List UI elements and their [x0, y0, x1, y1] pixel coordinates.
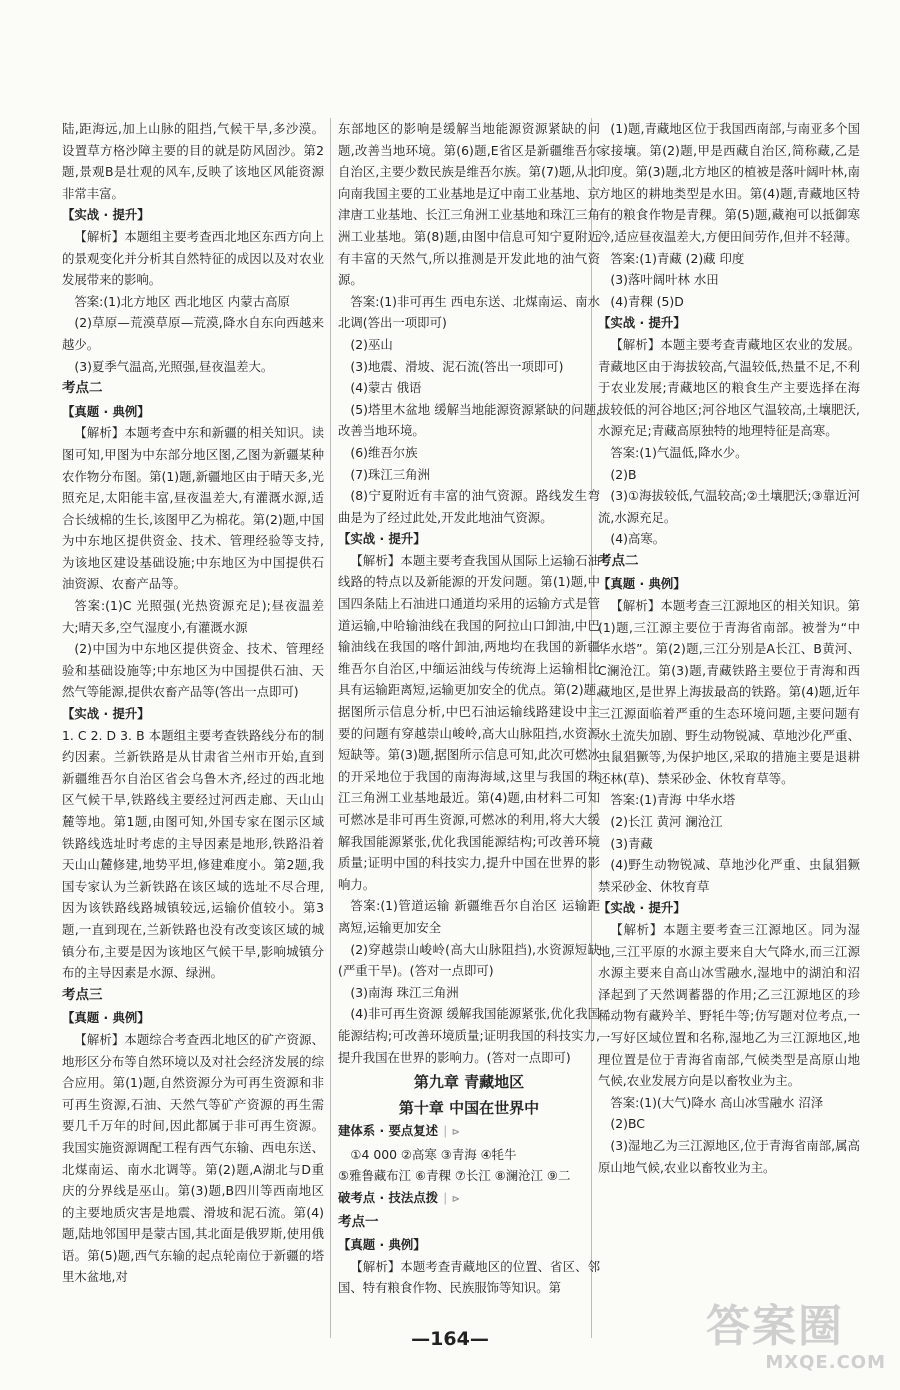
paragraph-text: 【解析】本题考查三江源地区的相关知识。第(1)题,三江源主要位于青海省南部。被誉为“中华水塔”。第(2)题,三江分别是A长江、B黄河、C澜沧江。第(3)题,青藏铁路主要位于青海和西藏地区,是世界上海拔最高的铁路。第(4)题,近年三江源面临着严重的生态环境问题,主要问题有水土流失加剧、野生动物锐减、草地沙化严重、虫鼠猖獗等,为保护地区,采取的措施主要是退耕还林(草)、禁采砂金、休牧育草等。 [598, 598, 860, 786]
paragraph-text: 答案:(1)气温低,降水少。 [610, 444, 748, 460]
section-heading-text: 考点一 [338, 1213, 379, 1230]
subsection-label-text: 破考点 · 技法点拨 [338, 1189, 439, 1205]
subsection-label-text: 【真题 · 典例】 [338, 1237, 426, 1253]
paragraph [62, 422, 324, 595]
subsection-label [338, 528, 600, 550]
chapter-title [338, 1096, 600, 1120]
paragraph-text: ⑤雅鲁藏布江 ⑥青稞 ⑦长江 ⑧澜沧江 ⑨二 [338, 1168, 571, 1184]
section-heading-text: 考点二 [598, 552, 639, 569]
paragraph-text: (4)高寒。 [610, 531, 666, 547]
subsection-label-text: 【实战 · 提升】 [62, 706, 150, 722]
paragraph [338, 291, 600, 334]
column-divider-1 [330, 118, 331, 1338]
paragraph [338, 377, 600, 399]
paragraph-text: 【解析】本题主要考查三江源地区。同为湿地,三江平原的水源主要来自大气降水,而三江源水源主要来自高山冰雪融水,湿地中的湖泊和沼泽起到了天然调蓄器的作用;乙三江源地区的珍稀动物有藏羚羊、野牦牛等;仿写题对位考点,一一写好区域位置和名称,湿地乙为三江源地区,地理位置是位于青海省南部,气候类型是高原山地气候,农业发展方向是以畜牧业为主。 [598, 921, 860, 1089]
subsection-label [598, 573, 860, 595]
text-column-3 [598, 118, 860, 1178]
paragraph-text: 【解析】本题综合考查西北地区的矿产资源、地形区分布等自然环境以及对社会经济发展的综合应用。第(1)题,自然资源分为可再生资源和非可再生资源,石油、天然气等矿产资源的再生需要几千万年的时间,因此都属于非可再生资源。我国实施资源调配工程有西气东输、西电东送、北煤南运、南水北调等。第(2)题,A湖北与D重庆的分界线是巫山。第(3)题,B四川等西南地区的主要地质灾害是地震、滑坡和泥石流。第(4)题,陆地邻国甲是蒙古国,其北面是俄罗斯,使用俄语。第(5)题,西气东输的起点轮南位于新疆的塔里木盆地,对 [62, 1031, 324, 1285]
page-number: —164— [411, 1328, 489, 1350]
subsection-label-text: 【实战 · 提升】 [338, 531, 426, 547]
paragraph [62, 118, 324, 204]
paragraph [338, 334, 600, 356]
subsection-label-text: 【实战 · 提升】 [62, 207, 150, 223]
section-heading-text: 考点二 [62, 380, 103, 397]
paragraph [598, 1092, 860, 1114]
subsection-label-text: 【实战 · 提升】 [598, 900, 686, 916]
paragraph-text: (3)青藏 [610, 835, 653, 851]
paragraph [598, 595, 860, 789]
subsection-label [598, 312, 860, 334]
paragraph [338, 939, 600, 982]
paragraph-text: (4)非可再生资源 缓解我国能源紧张,优化我国能源结构;可改善环境质量;证明我国的科技实力,提升我国在世界的影响力。(答对一点即可) [338, 1006, 600, 1065]
watermark-text: 答案圈 [706, 1301, 844, 1352]
paragraph-text: (2)草原—荒漠草原—荒漠,降水自东向西越来越少。 [62, 315, 324, 352]
paragraph-text: (3)夏季气温高,光照强,昼夜温差大。 [74, 358, 274, 374]
section-heading [62, 378, 324, 400]
paragraph-text: (4)野生动物锐减、草地沙化严重、虫鼠猖獗 禁采砂金、休牧育草 [598, 857, 860, 894]
paragraph-text: (4)蒙古 俄语 [350, 380, 422, 396]
paragraph-text: (1)题,青藏地区位于我国西南部,与南亚多个国家接壤。第(2)题,甲是西藏自治区,简称藏,乙是印度。第(3)题,北方地区的植被是落叶阔叶林,南方地区的耕地类型是水田。第(4)题,青藏地区特有的粮食作物是青稞。第(5)题,藏袍可以抵御寒冷,适应昼夜温差大,方便田间劳作,但并不轻薄。 [598, 121, 860, 244]
subsection-label-text: 【实战 · 提升】 [598, 315, 686, 331]
paragraph-text: (4)青稞 (5)D [610, 293, 684, 309]
paragraph [598, 118, 860, 248]
paragraph [338, 442, 600, 464]
paragraph [62, 638, 324, 703]
paragraph-text: (2)长江 黄河 澜沧江 [610, 814, 723, 829]
subsection-label [62, 401, 324, 423]
paragraph-text: (2)BC [610, 1116, 645, 1132]
subsection-label-text: 【真题 · 典例】 [62, 403, 150, 419]
paragraph [598, 854, 860, 897]
paragraph-text: 答案:(1)青藏 (2)藏 印度 [610, 250, 745, 266]
paragraph-text: (2)穿越崇山峻岭(高大山脉阻挡),水资源短缺(严重干旱)。(答对一点即可) [338, 941, 600, 979]
paragraph [598, 269, 860, 291]
paragraph-text: 陆,距海远,加上山脉的阻挡,气候干旱,多沙漠。设置草方格沙障主要的目的就是防风固沙。第2题,景观B是壮观的风车,反映了该地区风能资源非常丰富。 [62, 121, 324, 201]
chapter-title-text: 第九章 青藏地区 [413, 1073, 525, 1092]
paragraph [62, 595, 324, 638]
paragraph-text: 答案:(1)(大气)降水 高山冰雪融水 沼泽 [610, 1094, 824, 1110]
paragraph [598, 334, 860, 442]
paragraph [62, 725, 324, 984]
paragraph-text: (3)地震、滑坡、泥石流(答出一项即可) [350, 358, 564, 374]
paragraph-text: 1. C 2. D 3. B 本题组主要考查铁路线分布的制约因素。兰新铁路是从甘肃省兰州市开始,直到新疆维吾尔自治区省会乌鲁木齐,经过的西北地区气候干旱,铁路线主要经过河西走廊、天山山麓等地。第1题,由图可知,外国专家在图示区域铁路线选址时考虑的主导因素是地形,铁路沿着天山山麓修建,地势平坦,修建难度小。第2题,我国专家认为兰新铁路在该区域的选址不尽合理,因为该铁路线路城镇较远,运输价值较小。第3题,一直到现在,兰新铁路也没有改变该区域的城镇分布,主要是因为该地区气候干旱,影响城镇分布的主导因素是水源、绿洲。 [62, 727, 324, 981]
paragraph-text: (3)南海 珠江三角洲 [350, 984, 459, 1000]
paragraph-text: 【解析】本题考查青藏地区的位置、省区、邻国、特有粮食作物、民族服饰等知识。第 [338, 1258, 600, 1296]
paragraph [598, 811, 860, 833]
section-heading-text: 考点三 [62, 986, 103, 1003]
paragraph [338, 1003, 600, 1068]
paragraph [62, 226, 324, 291]
arrow-marker-icon: │ ⊳ [442, 1127, 460, 1139]
subsection-label [338, 1234, 600, 1256]
paragraph [598, 919, 860, 1092]
paragraph-text: 【解析】本题主要考查我国从国际上运输石油线路的特点以及新能源的开发问题。第(1)题,中国四条陆上石油进口通道均采用的运输方式是管道运输,中哈输油线在我国的阿拉山口卸油,中巴输油线在我国的喀什卸油,两地均在我国的新疆维吾尔自治区,中缅运油线与传统海上运输相比具有运输距离短,运输更加安全的优点。第(2)题,据图所示信息分析,中巴石油运输线路建设中主要的问题有穿越崇山峻岭,高大山脉阻挡,水资源短缺等。第(3)题,据图所示信息可知,此次可燃冰的开采地位于我国的南海海域,这里与我国的珠江三角洲工业基地最近。第(4)题,由材料二可知可燃冰是非可再生资源,可燃冰的利用,将大大缓解我国能源紧张,优化我国能源结构;可改善环境质量;证明中国的科技实力,提升中国在世界的影响力。 [338, 552, 600, 892]
paragraph [598, 464, 860, 486]
paragraph [598, 833, 860, 855]
paragraph-text: 【解析】本题考查中东和新疆的相关知识。读图可知,甲图为中东部分地区图,乙图为新疆某种农作物分布图。第(1)题,新疆地区由于晴天多,光照充足,太阳能丰富,昼夜温差大,有灌溉水源,适合长绒棉的生长,该图甲乙为棉花。第(2)题,中国为中东地区提供资金、技术、管理经验等支持,为该地区建设基础设施;中东地区为中国提供石油资源、农畜产品等。 [62, 425, 324, 592]
subsection-label [598, 897, 860, 919]
paragraph [338, 550, 600, 896]
paragraph-text: (2)中国为中东地区提供资金、技术、管理经验和基础设施等;中东地区为中国提供石油、天然气等能源,提供农畜产品等(答出一点即可) [62, 641, 324, 700]
paragraph [598, 485, 860, 528]
paragraph [598, 248, 860, 270]
paragraph-text: 答案:(1)C 光照强(光热资源充足);昼夜温差大;晴天多,空气湿度小,有灌溉水源 [62, 598, 324, 635]
paragraph-text: (3)落叶阔叶林 水田 [610, 272, 719, 288]
subsection-label [62, 703, 324, 725]
paragraph-text: (2)巫山 [350, 336, 393, 352]
paragraph-text: (7)珠江三角洲 [350, 466, 430, 482]
subsection-label-text: 【真题 · 典例】 [62, 1010, 150, 1026]
section-heading [598, 551, 860, 573]
section-heading [338, 1212, 600, 1234]
paragraph [338, 356, 600, 378]
paragraph [338, 485, 600, 528]
paragraph [598, 442, 860, 464]
paragraph [598, 789, 860, 811]
paragraph [338, 895, 600, 938]
subsection-label [338, 1187, 600, 1211]
paragraph [338, 399, 600, 442]
text-column-2 [338, 118, 600, 1299]
subsection-label [62, 204, 324, 226]
subsection-label-text: 【真题 · 典例】 [598, 576, 686, 592]
paragraph-text: 【解析】本题主要考查青藏地区农业的发展。青藏地区由于海拔较高,气温较低,热量不足,不利于农业发展;青藏地区的粮食生产主要选择在海拔较低的河谷地区;河谷地区气温较高,土壤肥沃,水源充足;青藏高原独特的地理特征是高寒。 [598, 336, 860, 439]
arrow-marker-icon: │ ⊳ [442, 1193, 460, 1205]
paragraph [598, 1113, 860, 1135]
paragraph-text: ①4 000 ②高寒 ③青海 ④牦牛 [350, 1146, 517, 1162]
paragraph [338, 1256, 600, 1299]
paragraph [338, 982, 600, 1004]
paragraph-text: 【解析】本题组主要考查西北地区东西方向上的景观变化并分析其自然特征的成因以及对农业发展带来的影响。 [62, 228, 324, 288]
paragraph-text: (3)①海拔较低,气温较高;②土壤肥沃;③靠近河流,水源充足。 [598, 488, 860, 525]
paragraph [598, 291, 860, 313]
paragraph [338, 1144, 600, 1166]
paragraph [62, 1029, 324, 1288]
paragraph-text: (8)宁夏附近有丰富的油气资源。路线发生弯曲是为了经过此处,开发此地油气资源。 [338, 488, 600, 525]
paragraph [62, 312, 324, 355]
paragraph-text: 答案:(1)青海 中华水塔 [610, 792, 736, 808]
paragraph-text: 答案:(1)北方地区 西北地区 内蒙古高原 [74, 293, 290, 309]
subsection-label [338, 1120, 600, 1144]
paragraph-text: 东部地区的影响是缓解当地能源资源紧缺的问题,改善当地环境。第(6)题,E省区是新疆维吾尔自治区,主要少数民族是维吾尔族。第(7)题,从北向南我国主要的工业基地是辽中南工业基地、京津唐工业基地、长江三角洲工业基地和珠江三角洲工业基地。第(8)题,由图中信息可知宁夏附近有丰富的天然气,所以推测是开发此地的油气资源。 [338, 121, 600, 288]
paragraph [598, 1135, 860, 1178]
paragraph [338, 118, 600, 291]
paragraph-text: (6)维吾尔族 [350, 444, 418, 460]
chapter-title [338, 1070, 600, 1094]
paragraph [62, 291, 324, 313]
paragraph-text: (3)湿地乙为三江源地区,位于青海省南部,属高原山地气候,农业以畜牧业为主。 [598, 1137, 860, 1175]
paragraph-text: 答案:(1)管道运输 新疆维吾尔自治区 运输距离短,运输更加安全 [338, 898, 600, 935]
paragraph-text: (2)B [610, 466, 637, 482]
subsection-label-text: 建体系 · 要点复述 [338, 1123, 439, 1139]
paragraph [338, 1165, 600, 1187]
text-column-1 [62, 118, 324, 1288]
paragraph [338, 464, 600, 486]
paragraph [62, 356, 324, 378]
chapter-title-text: 第十章 中国在世界中 [398, 1099, 540, 1118]
paragraph-text: 答案:(1)非可再生 西电东送、北煤南运、南水北调(答出一项即可) [338, 293, 600, 331]
watermark-url: MXQE.COM [765, 1352, 886, 1373]
paragraph [598, 528, 860, 550]
watermark-logo [706, 1302, 886, 1384]
section-heading [62, 985, 324, 1007]
subsection-label [62, 1007, 324, 1029]
paragraph-text: (5)塔里木盆地 缓解当地能源资源紧缺的问题,改善当地环境。 [338, 401, 600, 439]
